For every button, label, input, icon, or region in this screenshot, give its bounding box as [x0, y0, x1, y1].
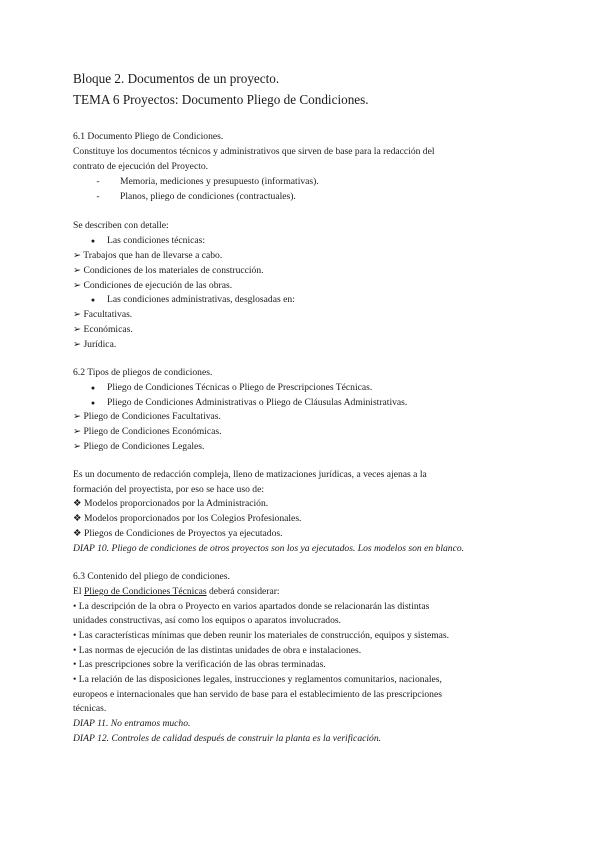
- list-item-text: Las condiciones administrativas, desglosadas en:: [107, 294, 295, 305]
- list-item: [73, 513, 301, 525]
- list-item-text: Condiciones de ejecución de las obras.: [83, 280, 233, 291]
- list-item-text: Memoria, mediciones y presupuesto (informativas).: [120, 176, 319, 187]
- dash-marker: -: [96, 191, 100, 202]
- arrow-marker: ➢: [73, 265, 82, 276]
- block-title: Bloque 2. Documentos de un proyecto.: [73, 71, 280, 86]
- paragraph-line: contrato de ejecución del Proyecto.: [73, 161, 209, 172]
- paragraph-line: • Las prescripciones sobre la verificación de las obras terminadas.: [73, 659, 326, 670]
- bullet-marker: ●: [90, 237, 96, 245]
- list-item-text: Jurídica.: [83, 339, 117, 350]
- arrow-marker: ➢: [73, 441, 82, 452]
- slide-note: DIAP 11. No entramos mucho.: [73, 718, 191, 729]
- list-item: [73, 498, 268, 510]
- diamond-marker: ❖: [73, 528, 82, 539]
- list-item: [88, 294, 295, 306]
- underlined-term: Pliego de Condiciones Técnicas: [83, 586, 207, 597]
- list-item: [73, 528, 283, 540]
- paragraph-line: [73, 586, 280, 598]
- paragraph-line: unidades constructivas, así como los equipos o aparatos involucrados.: [73, 615, 342, 626]
- text-run: deberá considerar:: [206, 586, 280, 597]
- list-item: [73, 426, 221, 438]
- paragraph-line: • Las características mínimas que deben reunir los materiales de construcción, equipos y sistemas.: [73, 630, 450, 641]
- arrow-marker: ➢: [73, 339, 82, 350]
- list-item-text: Pliego de Condiciones Técnicas o Pliego de Prescripciones Técnicas.: [107, 382, 373, 393]
- list-item: [73, 309, 132, 321]
- paragraph-line: técnicas.: [73, 703, 107, 714]
- paragraph-line: Es un documento de redacción compleja, lleno de matizaciones jurídicas, a veces ajenas a la: [73, 469, 427, 480]
- list-item: [73, 250, 222, 262]
- paragraph-line: • La descripción de la obra o Proyecto en varios apartados donde se relacionarán las distintas: [73, 601, 430, 612]
- list-item-text: Pliego de Condiciones Administrativas o Pliego de Cláusulas Administrativas.: [107, 397, 408, 408]
- list-item: [88, 382, 372, 394]
- paragraph-line: europeos e internacionales que han servido de base para el establecimiento de las prescripciones: [73, 689, 442, 700]
- list-item-text: Pliego de Condiciones Económicas.: [83, 426, 222, 437]
- arrow-marker: ➢: [73, 309, 82, 320]
- list-item-text: Pliego de Condiciones Legales.: [83, 441, 205, 452]
- list-item-text: Planos, pliego de condiciones (contractuales).: [120, 191, 296, 202]
- list-item-text: Condiciones de los materiales de construcción.: [83, 265, 264, 276]
- list-item: [73, 339, 116, 351]
- arrow-marker: ➢: [73, 280, 82, 291]
- paragraph-line: Se describen con detalle:: [73, 220, 169, 231]
- list-item: [88, 397, 407, 409]
- section-6-3-heading: 6.3 Contenido del pliego de condiciones.: [73, 571, 230, 582]
- list-item-text: Pliego de Condiciones Facultativas.: [83, 411, 221, 422]
- topic-title: TEMA 6 Proyectos: Documento Pliego de Condiciones.: [73, 92, 369, 107]
- section-6-2-heading: 6.2 Tipos de pliegos de condiciones.: [73, 367, 213, 378]
- list-item-text: Modelos proporcionados por la Administración.: [84, 498, 269, 509]
- list-item: [88, 235, 205, 247]
- list-item: [73, 280, 232, 292]
- paragraph-line: Constituye los documentos técnicos y administrativos que sirven de base para la redacción del: [73, 146, 435, 157]
- text-run: El: [73, 586, 84, 597]
- dash-marker: -: [96, 176, 100, 187]
- list-item: [88, 191, 296, 203]
- list-item-text: Trabajos que han de llevarse a cabo.: [83, 250, 223, 261]
- list-item-text: Facultativas.: [83, 309, 133, 320]
- paragraph-line: • Las normas de ejecución de las distintas unidades de obra e instalaciones.: [73, 645, 362, 656]
- list-item: [73, 324, 133, 336]
- bullet-marker: ●: [90, 296, 96, 304]
- list-item: [73, 411, 221, 423]
- arrow-marker: ➢: [73, 426, 82, 437]
- list-item-text: Modelos proporcionados por los Colegios Profesionales.: [84, 513, 302, 524]
- list-item: [73, 265, 264, 277]
- diamond-marker: ❖: [73, 513, 82, 524]
- arrow-marker: ➢: [73, 250, 82, 261]
- bullet-marker: ●: [90, 399, 96, 407]
- list-item-text: Pliegos de Condiciones de Proyectos ya ejecutados.: [84, 528, 283, 539]
- diamond-marker: ❖: [73, 498, 82, 509]
- arrow-marker: ➢: [73, 411, 82, 422]
- list-item: [73, 441, 204, 453]
- section-6-1-heading: 6.1 Documento Pliego de Condiciones.: [73, 131, 224, 142]
- slide-note: DIAP 10. Pliego de condiciones de otros proyectos son los ya ejecutados. Los modelos son en blanco.: [73, 543, 465, 554]
- paragraph-line: formación del proyectista, por eso se hace uso de:: [73, 484, 265, 495]
- list-item-text: Las condiciones técnicas:: [107, 235, 206, 246]
- arrow-marker: ➢: [73, 324, 82, 335]
- slide-note: DIAP 12. Controles de calidad después de construir la planta es la verificación.: [73, 733, 382, 744]
- list-item-text: Económicas.: [83, 324, 133, 335]
- paragraph-line: • La relación de las disposiciones legales, instrucciones y reglamentos comunitarios, nacionales,: [73, 674, 442, 685]
- list-item: [88, 176, 319, 188]
- bullet-marker: ●: [90, 384, 96, 392]
